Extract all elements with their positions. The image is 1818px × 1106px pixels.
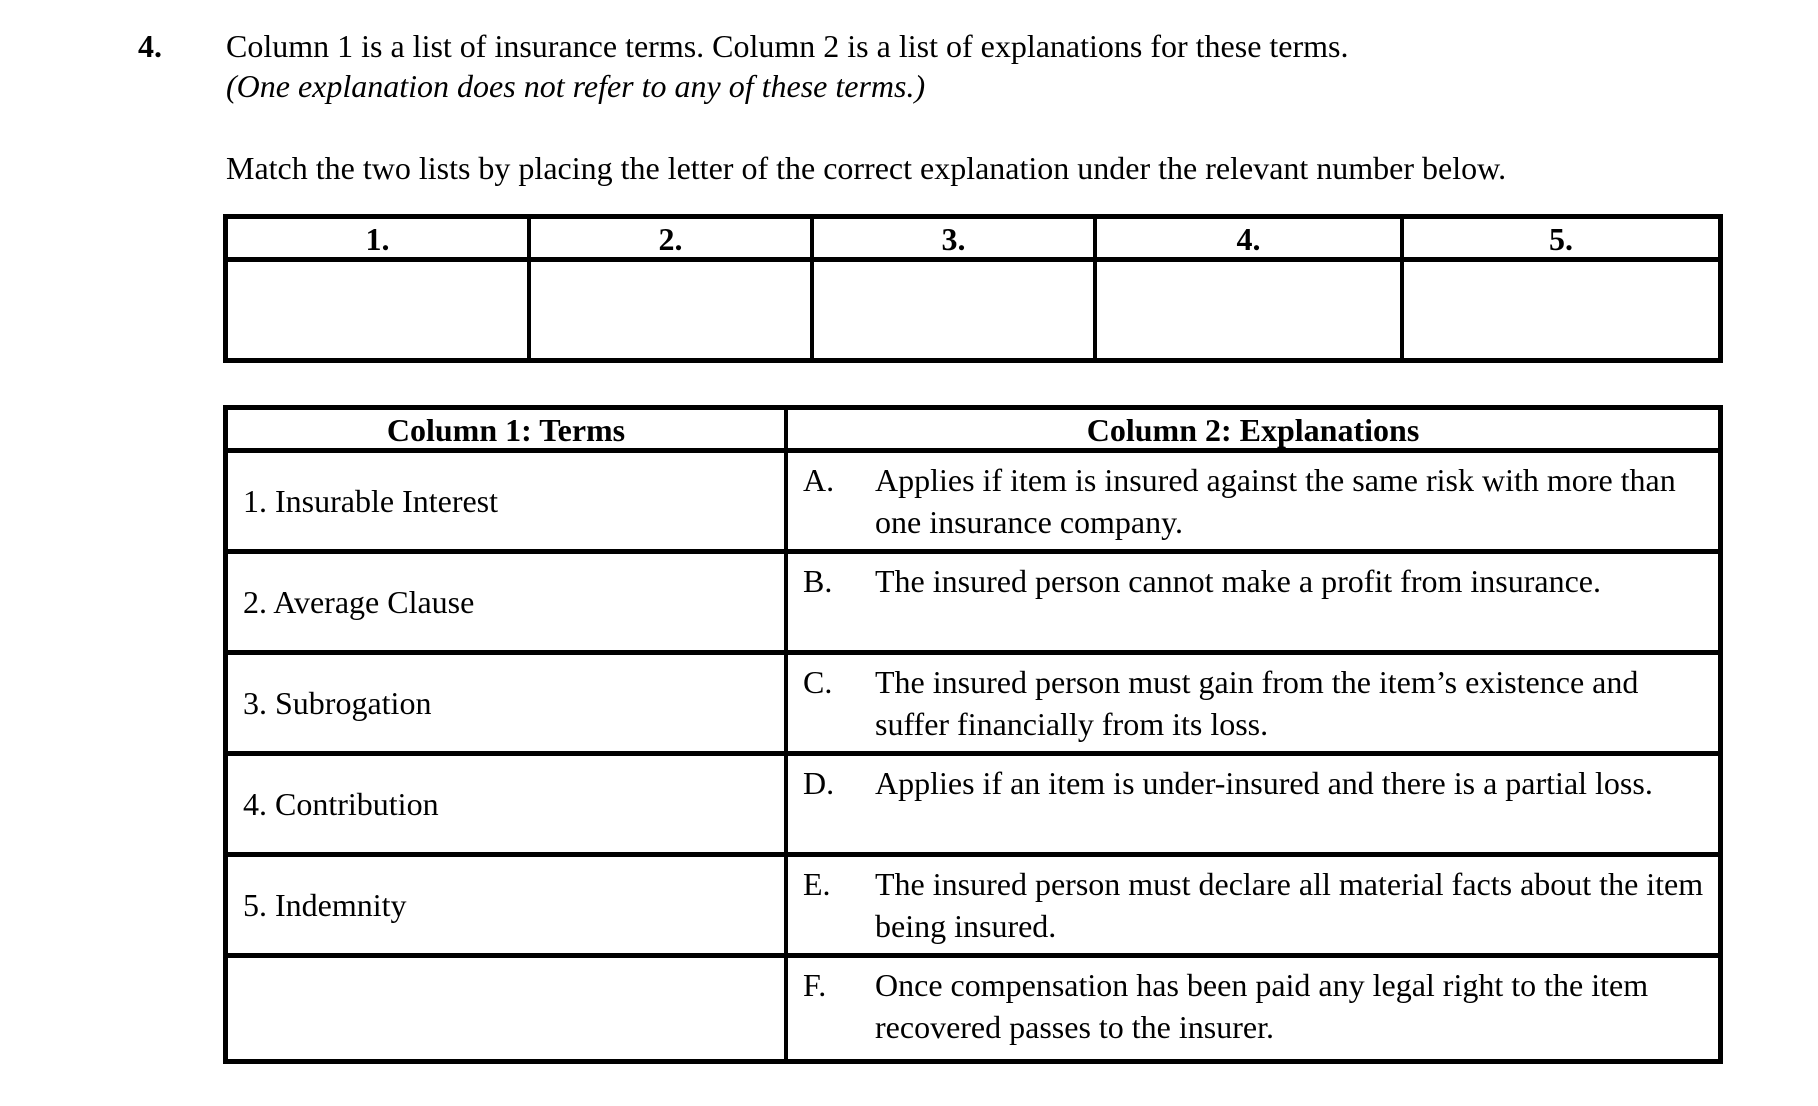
answer-cell-2[interactable] xyxy=(531,262,814,358)
question-intro: Column 1 is a list of insurance terms. Column 2 is a list of explanations for these terms. xyxy=(226,28,1349,64)
answer-cell-1[interactable] xyxy=(228,262,531,358)
term-1: 1. Insurable Interest xyxy=(228,453,788,554)
term-3: 3. Subrogation xyxy=(228,655,788,756)
explanation-letter: A. xyxy=(803,462,835,498)
explanation-text: The insured person must declare all material facts about the item being insured. xyxy=(875,866,1704,944)
explanation-b xyxy=(788,554,1718,655)
answer-header-1: 1. xyxy=(228,219,531,262)
answer-cell-3[interactable] xyxy=(814,262,1097,358)
term-5: 5. Indemnity xyxy=(228,857,788,958)
explanation-text: Once compensation has been paid any legal right to the item recovered passes to the insurer. xyxy=(875,967,1649,1045)
explanation-text: The insured person must gain from the item’s existence and suffer financially from its loss. xyxy=(875,664,1639,742)
explanation-d xyxy=(788,756,1718,857)
answer-cell-4[interactable] xyxy=(1097,262,1404,358)
matching-table xyxy=(223,405,1723,1064)
explanation-text: Applies if item is insured against the same risk with more than one insurance company. xyxy=(875,462,1676,540)
term-2: 2. Average Clause xyxy=(228,554,788,655)
answer-cell-5[interactable] xyxy=(1404,262,1718,358)
explanation-letter: D. xyxy=(803,765,835,801)
column-1-header: Column 1: Terms xyxy=(228,410,788,453)
answer-header-3: 3. xyxy=(814,219,1097,262)
term-4: 4. Contribution xyxy=(228,756,788,857)
term-empty xyxy=(228,958,788,1059)
explanation-text: Applies if an item is under-insured and there is a partial loss. xyxy=(875,765,1653,801)
answer-header-4: 4. xyxy=(1097,219,1404,262)
explanation-f xyxy=(788,958,1718,1059)
explanation-a xyxy=(788,453,1718,554)
explanation-letter: B. xyxy=(803,563,833,599)
explanation-text: The insured person cannot make a profit from insurance. xyxy=(875,563,1601,599)
question-number: 4. xyxy=(138,28,162,64)
answer-header-5: 5. xyxy=(1404,219,1718,262)
explanation-c xyxy=(788,655,1718,756)
answer-header-2: 2. xyxy=(531,219,814,262)
explanation-letter: C. xyxy=(803,664,833,700)
answer-grid xyxy=(223,214,1723,363)
explanation-letter: E. xyxy=(803,866,831,902)
explanation-letter: F. xyxy=(803,967,827,1003)
question-instruction: Match the two lists by placing the letter of the correct explanation under the relevant number below. xyxy=(226,150,1507,186)
explanation-e xyxy=(788,857,1718,958)
question-note: (One explanation does not refer to any of these terms.) xyxy=(226,68,926,104)
column-2-header: Column 2: Explanations xyxy=(788,410,1718,453)
